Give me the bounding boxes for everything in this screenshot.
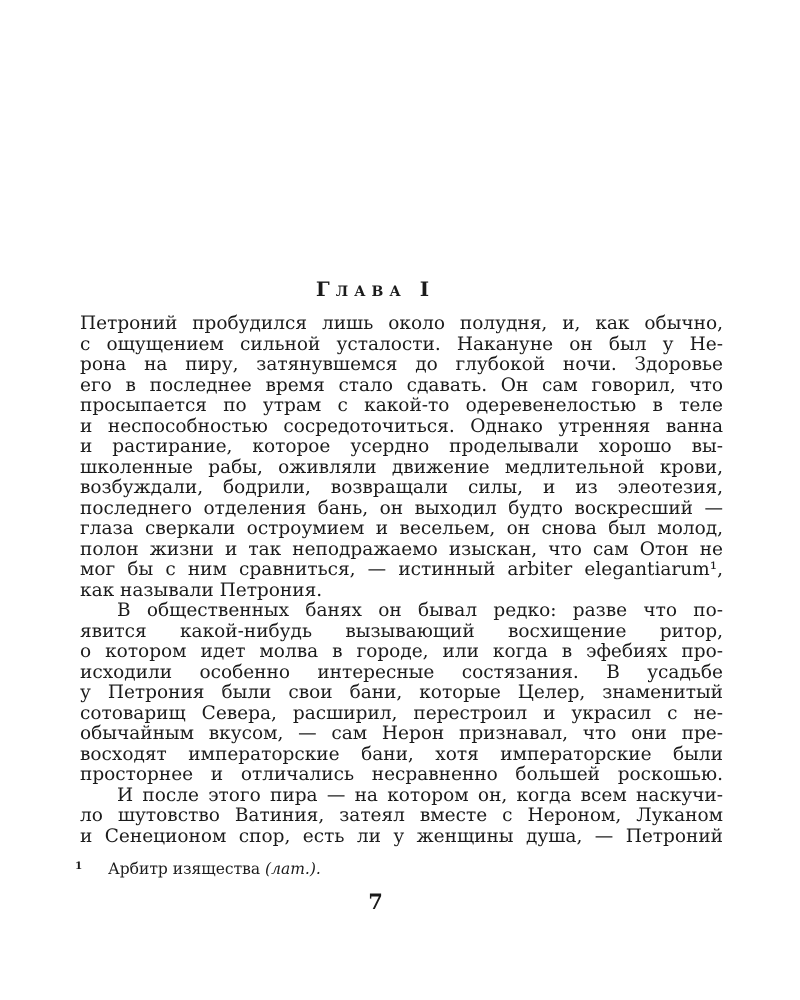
text-line: возбуждали, бодрили, возвращали силы, и из элеотезия, xyxy=(80,477,723,498)
text-line: просыпается по утрам с какой-то одеревенелостью в теле xyxy=(80,395,723,416)
text-line: восходят императорские бани, хотя императорские были xyxy=(80,743,723,765)
text-line: Петроний пробудился лишь около полудня, и, как обычно, xyxy=(80,313,723,334)
text-line: обычайным вкусом, — сам Нерон признавал, что они пре- xyxy=(80,723,723,744)
text-line: у Петрония были свои бани, которые Целер, знаменитый xyxy=(80,682,723,703)
text-line: сотоварищ Севера, расширил, перестроил и украсил с не- xyxy=(80,702,723,724)
text-line: исходили особенно интересные состязания. В усадьбе xyxy=(80,661,723,683)
text-line: и растирание, которое усердно проделывали хорошо вы- xyxy=(80,436,723,457)
text-line: мог бы с ним сравниться, — истинный arbiter elegantiarum¹, xyxy=(80,559,723,580)
footnote-text-main: Арбитр изящества xyxy=(108,860,266,878)
text-line: явится какой-нибудь вызывающий восхищение ритор, xyxy=(80,620,723,642)
book-page xyxy=(75,0,723,914)
text-line: просторнее и отличались несравненно большей роскошью. xyxy=(80,764,723,785)
text-line: последнего отделения бань, он выходил будто воскресший — xyxy=(80,497,723,519)
text-line: и Сенеционом спор, есть ли у женщины душа, — Петроний xyxy=(80,825,723,847)
text-line: рона на пиру, затянувшемся до глубокой ночи. Здоровье xyxy=(80,354,723,375)
text-line: В общественных банях он бывал редко: разве что по- xyxy=(117,600,723,621)
footnote xyxy=(75,859,723,879)
footnote-text xyxy=(108,859,321,879)
footnote-language-note: (лат.). xyxy=(265,860,321,878)
text-line: и неспособностью сосредоточиться. Однако утренняя ванна xyxy=(80,415,723,437)
text-line: его в последнее время стало сдавать. Он сам говорил, что xyxy=(80,374,723,396)
text-line: как называли Петрония. xyxy=(80,579,323,601)
text-line: о котором идет молва в городе, или когда в эфебиях про- xyxy=(80,641,723,662)
text-line: И после этого пира — на котором он, когда всем наскучи- xyxy=(117,784,723,806)
page-number: 7 xyxy=(368,889,383,914)
text-line: школенные рабы, оживляли движение медлительной крови, xyxy=(80,456,723,478)
body-text xyxy=(80,314,723,847)
text-line: с ощущением сильной усталости. Накануне он был у Не- xyxy=(80,333,723,355)
footnote-marker: 1 xyxy=(75,860,83,872)
text-line: ло шутовство Ватиния, затеял вместе с Нероном, Луканом xyxy=(80,805,723,826)
chapter-heading: Глава I xyxy=(315,277,436,301)
text-line: глаза сверкали остроумием и весельем, он снова был молод, xyxy=(80,518,723,539)
text-line: полон жизни и так неподражаемо изыскан, что сам Отон не xyxy=(80,538,723,560)
